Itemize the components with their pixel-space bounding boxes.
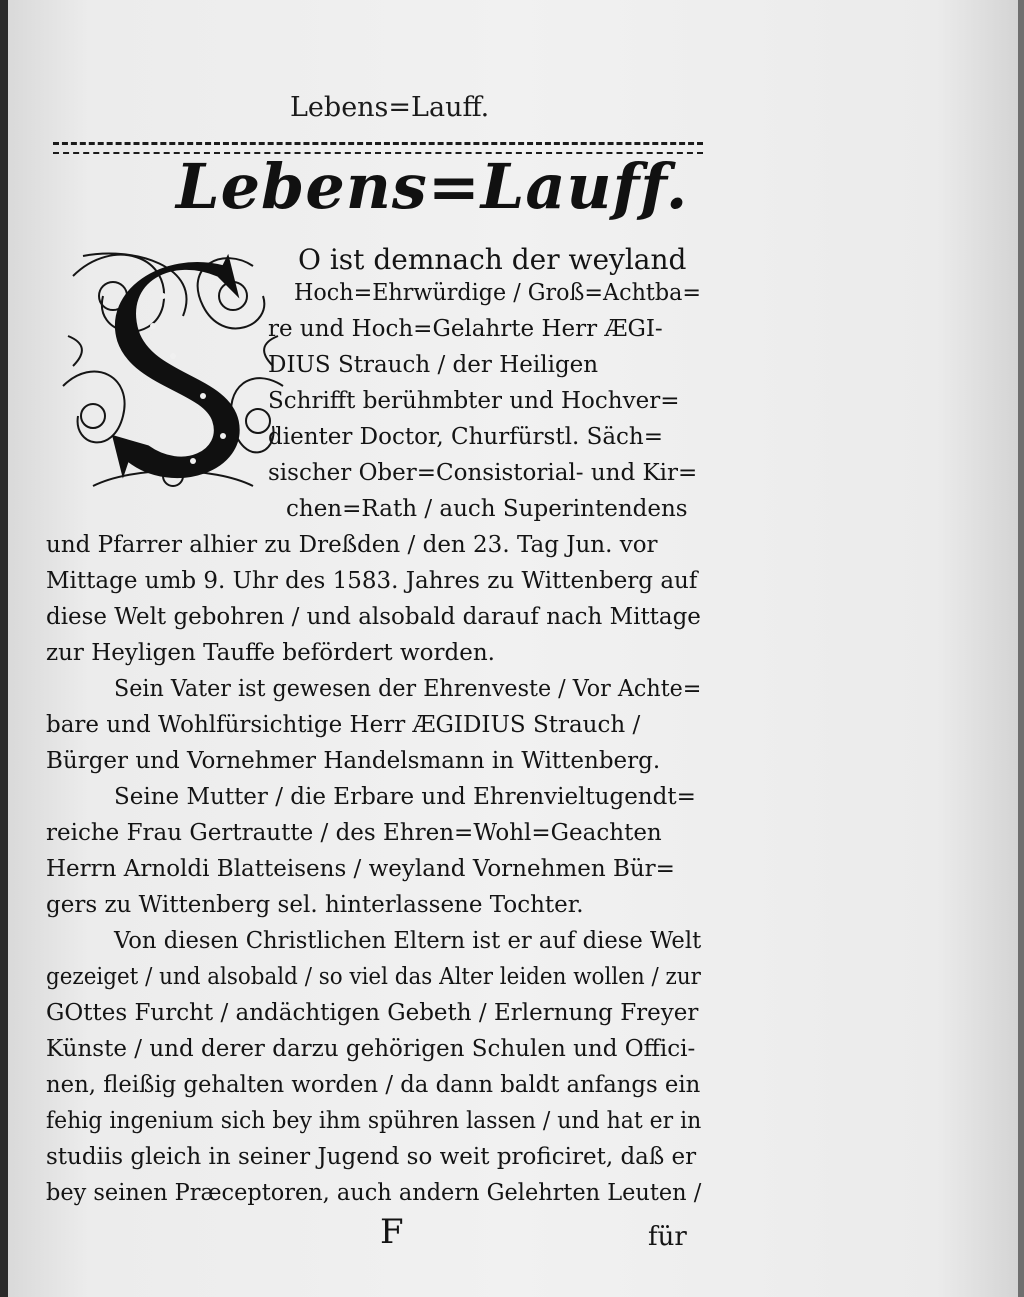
text-line: Schrifft berühmbter und Hochver= bbox=[268, 388, 680, 414]
text-line: Künste / und derer darzu gehörigen Schulen und Offici- bbox=[46, 1036, 696, 1062]
text-line: Seine Mutter / die Erbare und Ehrenvieltugendt= bbox=[114, 784, 696, 810]
text-line: fehig ingenium sich bey ihm spühren lassen / und hat er in bbox=[46, 1108, 702, 1134]
text-line: Mittage umb 9. Uhr des 1583. Jahres zu Wittenberg auf bbox=[46, 568, 698, 594]
text-line: gers zu Wittenberg sel. hinterlassene Tochter. bbox=[46, 892, 584, 918]
text-line: gezeiget / und alsobald / so viel das Alter leiden wollen / zur bbox=[46, 964, 701, 990]
text-line: DIUS Strauch / der Heiligen bbox=[268, 352, 599, 378]
text-line: O ist demnach der weyland bbox=[298, 243, 687, 276]
book-page bbox=[8, 0, 1018, 1297]
initial-letter: S bbox=[63, 236, 64, 237]
text-line: sischer Ober=Consistorial- und Kir= bbox=[268, 460, 698, 486]
text-line: Bürger und Vornehmer Handelsmann in Wittenberg. bbox=[46, 748, 661, 774]
ornamental-initial bbox=[53, 236, 293, 506]
text-line: re und Hoch=Gelahrte Herr ÆGI- bbox=[268, 316, 663, 342]
text-line: Hoch=Ehrwürdige / Groß=Achtba= bbox=[294, 280, 701, 306]
header-rule bbox=[53, 142, 703, 145]
catchword: für bbox=[648, 1222, 687, 1252]
page-title: Lebens=Lauff. bbox=[176, 150, 689, 223]
text-line: Herrn Arnoldi Blatteisens / weyland Vornehmen Bür= bbox=[46, 856, 675, 882]
text-line: reiche Frau Gertrautte / des Ehren=Wohl=Geachten bbox=[46, 820, 662, 846]
text-line: Sein Vater ist gewesen der Ehrenveste / Vor Achtе= bbox=[114, 676, 702, 702]
text-line: chen=Rath / auch Superintendens bbox=[286, 496, 688, 522]
text-line: Von diesen Christlichen Eltern ist er auf diese Welt bbox=[114, 928, 702, 954]
text-line: GOttes Furcht / andächtigen Gebeth / Erlernung Freyer bbox=[46, 1000, 699, 1026]
text-line: zur Heyligen Tauffe befördert worden. bbox=[46, 640, 495, 666]
text-line: bey seinen Præceptoren, auch andern Gelehrten Leuten / bbox=[46, 1180, 702, 1206]
text-line: dienter Doctor, Churfürstl. Säch= bbox=[268, 424, 664, 450]
running-head: Lebens=Lauff. bbox=[290, 92, 490, 123]
text-line: nen, fleißig gehalten worden / da dann baldt anfangs ein bbox=[46, 1072, 701, 1098]
text-line: studiis gleich in seiner Jugend so weit proficiret, daß er bbox=[46, 1144, 697, 1170]
text-line: und Pfarrer alhier zu Dreßden / den 23. Tag Jun. vor bbox=[46, 532, 658, 558]
text-line: bare und Wohlfürsichtige Herr ÆGIDIUS Strauch / bbox=[46, 712, 641, 738]
text-line: diese Welt gebohren / und alsobald darauf nach Mittage bbox=[46, 604, 701, 630]
signature-mark: F bbox=[380, 1212, 404, 1252]
